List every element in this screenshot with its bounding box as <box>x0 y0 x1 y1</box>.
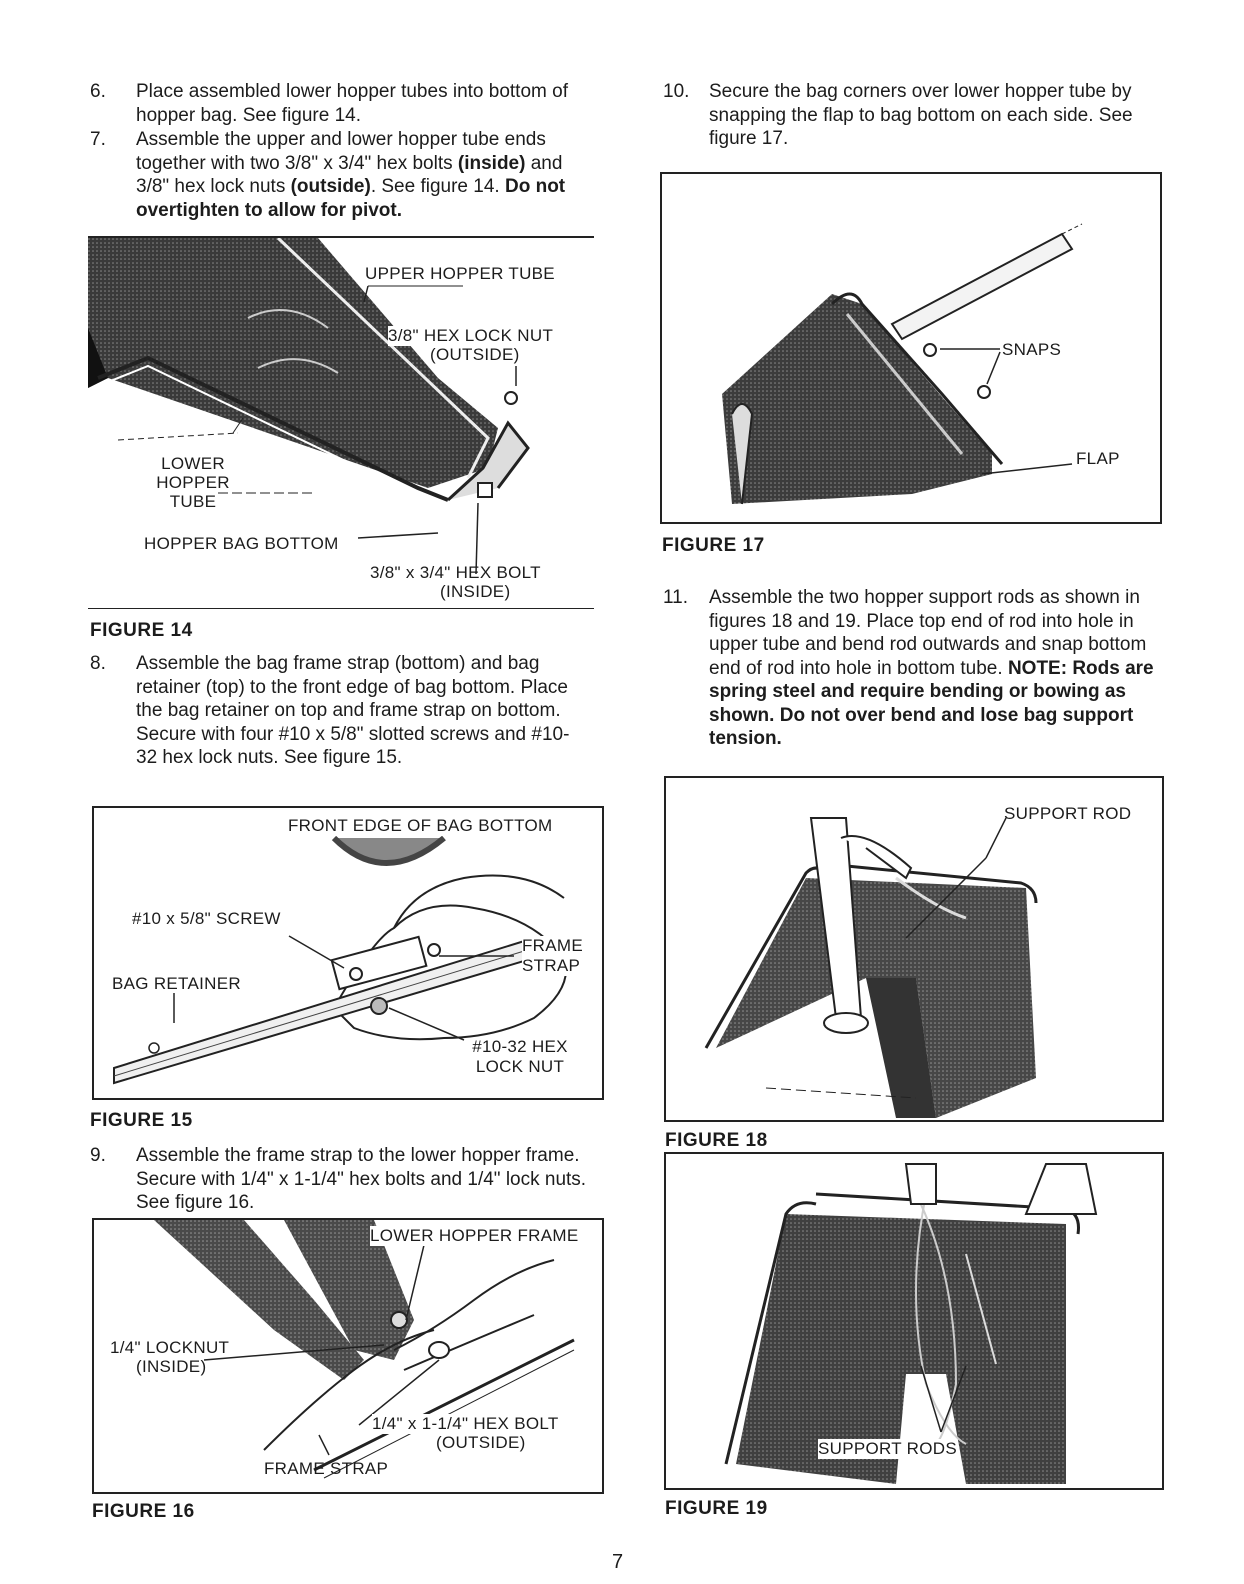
label-hex-lock-nut-1: #10-32 HEX <box>472 1037 568 1056</box>
figure-18-caption: FIGURE 18 <box>665 1130 768 1151</box>
label-upper-hopper-tube: UPPER HOPPER TUBE <box>365 264 555 283</box>
figure-17-caption: FIGURE 17 <box>662 535 765 556</box>
label-hex-bolt: 1/4" x 1-1/4" HEX BOLT <box>372 1414 559 1433</box>
label-screw: #10 x 5/8" SCREW <box>132 909 281 928</box>
label-flap: FLAP <box>1076 449 1120 468</box>
label-lower-hopper-tube-2: HOPPER <box>156 473 230 492</box>
label-lower-hopper-frame: LOWER HOPPER FRAME <box>370 1226 579 1245</box>
label-hex-lock-nut-outside: (OUTSIDE) <box>430 345 520 364</box>
step-number: 10. <box>663 81 690 102</box>
figure-18-illustration <box>664 776 1164 1122</box>
figure-19-illustration <box>664 1152 1164 1490</box>
step-number: 7. <box>90 129 106 150</box>
figure-15-illustration <box>92 806 604 1100</box>
step-text: Assemble the bag frame strap (bottom) and bag retainer (top) to the front edge of bag bottom. Place the bag retainer on top and frame strap on bottom. Secure with four #10 x 5/8" slotted screws and #10-32 hex lock nuts. See figure 15. <box>136 653 570 768</box>
step-text: Assemble the two hopper support rods as shown in figures 18 and 19. Place top end of rod into hole in upper tube and bend rod outwards and snap bottom end of rod into hole in bottom tube. NOTE: Rods are spring steel and require bending or bowing as shown. Do not over bend and lose bag support tension. <box>709 587 1154 749</box>
figure-15-caption: FIGURE 15 <box>90 1110 193 1131</box>
step-number: 6. <box>90 81 106 102</box>
label-hopper-bag-bottom: HOPPER BAG BOTTOM <box>144 534 339 553</box>
step-text: Assemble the frame strap to the lower hopper frame. Secure with 1/4" x 1-1/4" hex bolts and 1/4" lock nuts. See figure 16. <box>136 1145 587 1213</box>
page-number: 7 <box>612 1551 624 1573</box>
label-front-edge: FRONT EDGE OF BAG BOTTOM <box>288 816 553 835</box>
step-text: Assemble the upper and lower hopper tube ends together with two 3/8" x 3/4" hex bolts (inside) and 3/8" hex lock nuts (outside). See figure 14. Do not overtighten to allow for pivot. <box>136 129 566 221</box>
label-hex-bolt-inside: (INSIDE) <box>440 582 511 601</box>
label-locknut-inside: (INSIDE) <box>136 1357 207 1376</box>
figure-17-illustration <box>660 172 1162 524</box>
figure-16-illustration <box>92 1218 604 1494</box>
step-number: 8. <box>90 653 106 674</box>
figure-16-caption: FIGURE 16 <box>92 1501 195 1522</box>
step-number: 11. <box>663 587 689 608</box>
label-frame-strap-1: FRAME <box>522 936 583 955</box>
label-hex-lock-nut: 3/8" HEX LOCK NUT <box>388 326 554 345</box>
label-hex-bolt-outside: (OUTSIDE) <box>436 1433 526 1452</box>
support-rod-install-drawing <box>666 778 1162 1120</box>
step-number: 9. <box>90 1145 106 1166</box>
label-lower-hopper-tube-1: LOWER <box>161 454 225 473</box>
label-locknut: 1/4" LOCKNUT <box>110 1338 230 1357</box>
label-frame-strap-2: STRAP <box>522 956 581 975</box>
label-support-rod: SUPPORT ROD <box>1004 804 1132 823</box>
label-hex-lock-nut-2: LOCK NUT <box>475 1057 565 1076</box>
support-rods-installed-drawing <box>666 1154 1162 1488</box>
label-lower-hopper-tube-3: TUBE <box>169 492 217 511</box>
label-hex-bolt: 3/8" x 3/4" HEX BOLT <box>370 563 541 582</box>
step-text: Secure the bag corners over lower hopper tube by snapping the flap to bag bottom on each side. See figure 17. <box>709 81 1133 149</box>
label-frame-strap: FRAME STRAP <box>264 1459 389 1478</box>
figure-14-caption: FIGURE 14 <box>90 620 193 641</box>
figure-14-illustration <box>88 236 594 609</box>
label-bag-retainer: BAG RETAINER <box>112 974 241 993</box>
label-support-rods: SUPPORT RODS <box>818 1439 958 1458</box>
label-snaps: SNAPS <box>1002 340 1062 359</box>
figure-19-caption: FIGURE 19 <box>665 1498 768 1519</box>
bag-flap-snaps-drawing <box>662 174 1160 522</box>
step-text: Place assembled lower hopper tubes into bottom of hopper bag. See figure 14. <box>136 81 568 126</box>
